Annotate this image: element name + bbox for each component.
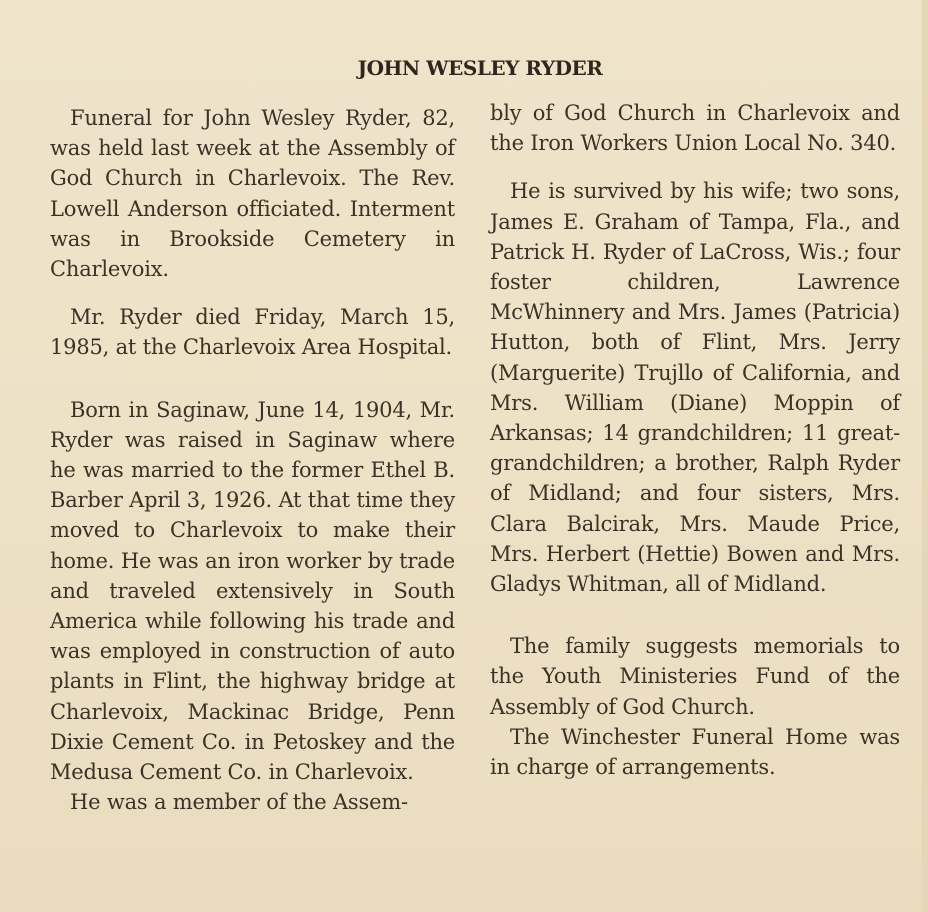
paragraph-memorials: The family suggests memorials to the Youth Ministeries Fund of the Assembly of God Church. bbox=[490, 634, 900, 719]
clipping-edge bbox=[922, 0, 928, 912]
article-headline: JOHN WESLEY RYDER bbox=[357, 56, 603, 80]
paragraph-survivors: He is survived by his wife; two sons, James E. Graham of Tampa, Fla., and Patrick H. Ryder of LaCross, Wis.; four foster children, Lawrence McWhinnery and Mrs. James (Patricia) Hutton, both of Flint, Mrs. Jerry (Marguerite) Trujllo of California, and Mrs. William (Diane) Moppin of Arkansas; 14 grandchildren; 11 great-grandchildren; a brother, Ralph Ryder of Midland; and four sisters, Mrs. Clara Balcirak, Mrs. Maude Price, Mrs. Herbert (Hettie) Bowen and Mrs. Gladys Whitman, all of Midland. bbox=[490, 179, 900, 597]
paragraph-funeral-home: The Winchester Funeral Home was in charge of arrangements. bbox=[490, 724, 900, 780]
paragraph-membership-start: He was a member of the Assem- bbox=[70, 790, 408, 815]
paragraph-date-of-death: Mr. Ryder died Friday, March 15, 1985, at the Charlevoix Area Hospital. bbox=[50, 305, 455, 360]
left-column bbox=[50, 103, 455, 817]
paragraph-funeral-details: Funeral for John Wesley Ryder, 82, was held last week at the Assembly of God Church in Charlevoix. The Rev. Lowell Anderson officiated. Interment was in Brookside Cemetery in Charlevoix. bbox=[50, 106, 455, 282]
paragraph-membership-continued: bly of God Church in Charlevoix and the Iron Workers Union Local No. 340. bbox=[490, 101, 900, 156]
paragraph-biography: Born in Saginaw, June 14, 1904, Mr. Ryder was raised in Saginaw where he was married to the former Ethel B. Barber April 3, 1926. At that time they moved to Charlevoix to make their home. He was an iron worker by trade and traveled extensively in South America while following his trade and was employed in construction of auto plants in Flint, the highway bridge at Charlevoix, Mackinac Bridge, Penn Dixie Cement Co. in Petoskey and the Medusa Cement Co. in Charlevoix. bbox=[50, 397, 455, 785]
right-column bbox=[490, 98, 900, 782]
